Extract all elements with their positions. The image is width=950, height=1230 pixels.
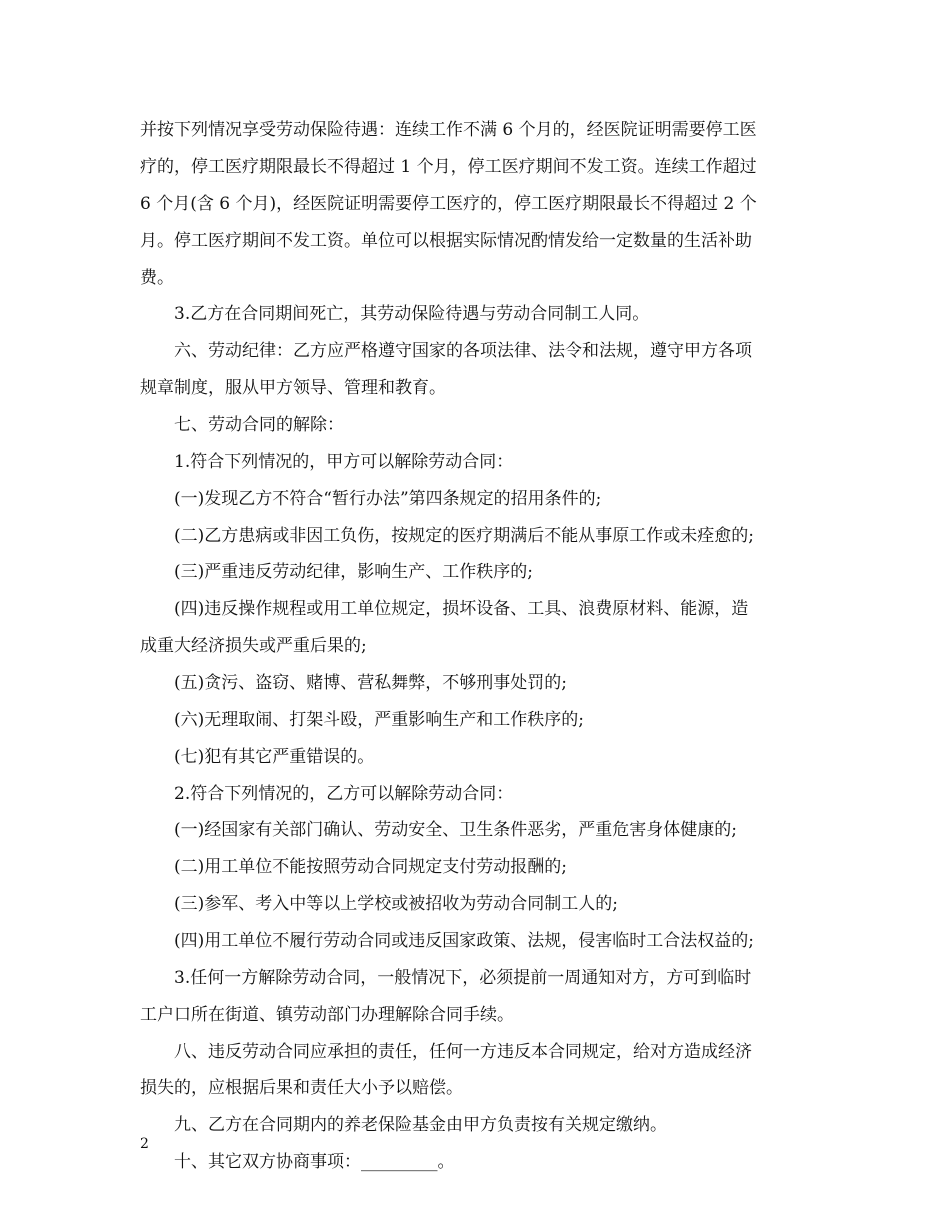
text-line: (一)发现乙方不符合“暂行办法”第四条规定的招用条件的; xyxy=(174,489,602,509)
text-line: 3.任何一方解除劳动合同，一般情况下，必须提前一周通知对方，方可到临时 xyxy=(174,968,752,988)
text-line: (五)贪污、盗窃、赌博、营私舞弊，不够刑事处罚的; xyxy=(174,673,567,693)
text-line: (二)乙方患病或非因工负伤，按规定的医疗期满后不能从事原工作或未痊愈的; xyxy=(174,526,754,546)
text-line: 费。 xyxy=(140,268,174,288)
text-line: (三)严重违反劳动纪律，影响生产、工作秩序的; xyxy=(174,562,533,582)
text-line: (三)参军、考入中等以上学校或被招收为劳动合同制工人的; xyxy=(174,894,618,914)
text-line: 2.符合下列情况的，乙方可以解除劳动合同： xyxy=(174,784,514,804)
text-line: 并按下列情况享受劳动保险待遇：连续工作不满 6 个月的，经医院证明需要停工医 xyxy=(140,120,757,140)
text-line: 1.符合下列情况的，甲方可以解除劳动合同： xyxy=(174,452,514,472)
text-line: (四)违反操作规程或用工单位规定，损坏设备、工具、浪费原材料、能源，造 xyxy=(174,599,749,619)
text-line: 6 个月(含 6 个月)，经医院证明需要停工医疗的，停工医疗期限最长不得超过 2 个 xyxy=(140,194,757,214)
text-line: 规章制度，服从甲方领导、管理和教育。 xyxy=(140,378,446,398)
text-line: 九、乙方在合同期内的养老保险基金由甲方负责按有关规定缴纳。 xyxy=(174,1115,667,1135)
text-line: 月。停工医疗期间不发工资。单位可以根据实际情况酌情发给一定数量的生活补助 xyxy=(140,231,752,251)
page-number: 2 xyxy=(140,1136,149,1152)
text-line: 七、劳动合同的解除： xyxy=(174,415,344,435)
text-line: 八、违反劳动合同应承担的责任，任何一方违反本合同规定，给对方造成经济 xyxy=(174,1042,752,1062)
text-line: (一)经国家有关部门确认、劳动安全、卫生条件恶劣，严重危害身体健康的; xyxy=(174,820,737,840)
text-line: 十、其它双方协商事项：_________。 xyxy=(174,1152,455,1172)
text-line: (七)犯有其它严重错误的。 xyxy=(174,747,375,767)
text-line: 工户口所在街道、镇劳动部门办理解除合同手续。 xyxy=(140,1005,514,1025)
text-line: (四)用工单位不履行劳动合同或违反国家政策、法规，侵害临时工合法权益的; xyxy=(174,931,754,951)
text-line: 疗的，停工医疗期限最长不得超过 1 个月，停工医疗期间不发工资。连续工作超过 xyxy=(140,157,757,177)
text-line: 损失的，应根据后果和责任大小予以赔偿。 xyxy=(140,1078,463,1098)
text-line: 3.乙方在合同期间死亡，其劳动保险待遇与劳动合同制工人同。 xyxy=(174,304,650,324)
text-line: (六)无理取闹、打架斗殴，严重影响生产和工作秩序的; xyxy=(174,710,584,730)
text-line: 成重大经济损失或严重后果的; xyxy=(140,636,367,656)
text-line: 六、劳动纪律：乙方应严格遵守国家的各项法律、法令和法规，遵守甲方各项 xyxy=(174,341,752,361)
text-line: (二)用工单位不能按照劳动合同规定支付劳动报酬的; xyxy=(174,857,567,877)
